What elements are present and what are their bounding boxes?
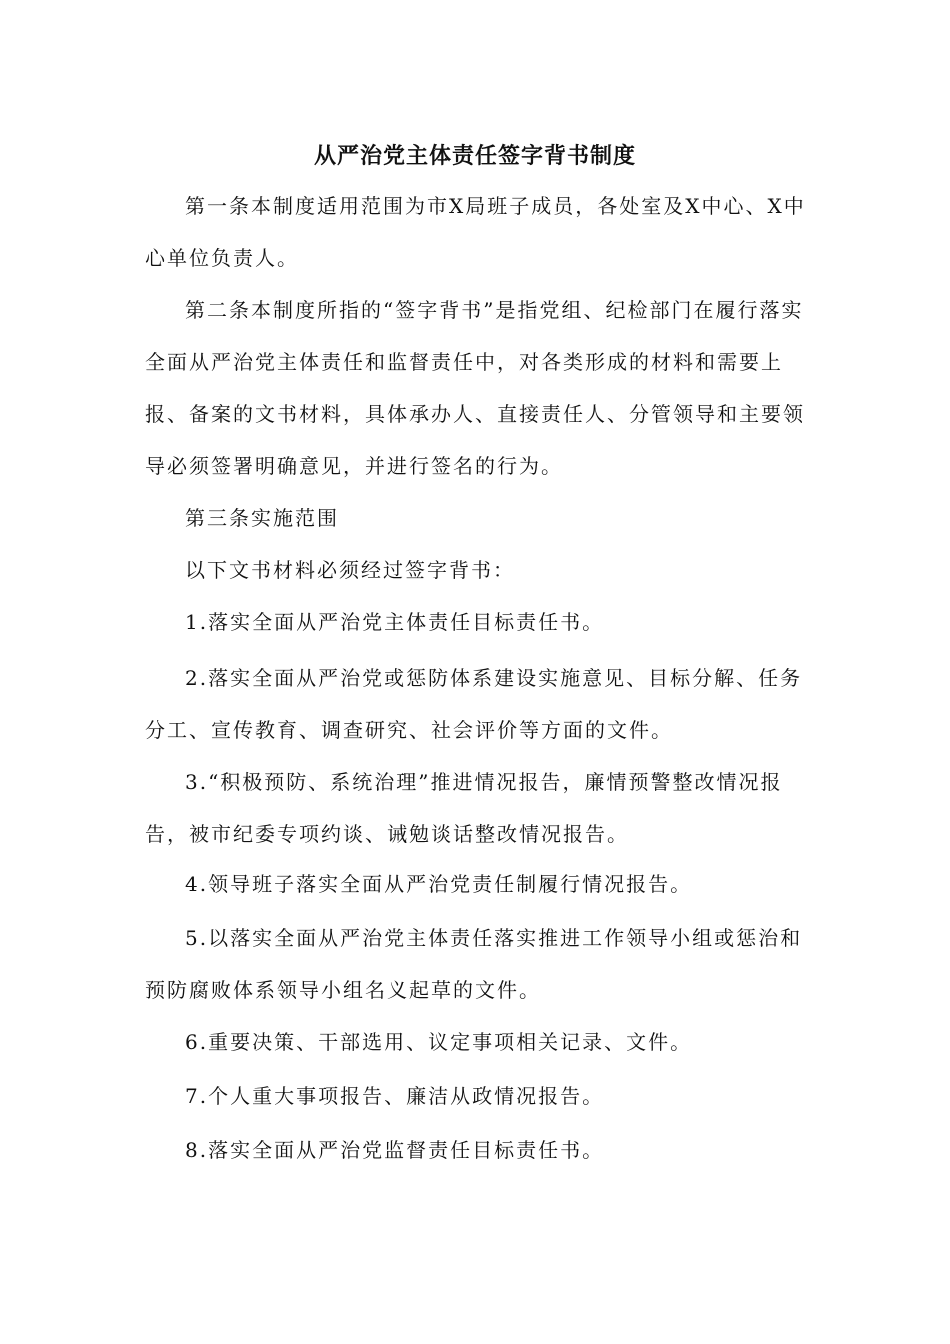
document-body bbox=[145, 180, 810, 284]
list-item-5: 5.以落实全面从严治党主体责任落实推进工作领导小组或惩治和预防腐败体系领导小组名义起草的文件。 bbox=[145, 926, 803, 1002]
paragraph-article-3: 第三条实施范围 bbox=[185, 506, 339, 530]
list-item-6: 6.重要决策、干部选用、议定事项相关记录、文件。 bbox=[185, 1030, 693, 1054]
document-body-12 bbox=[145, 1124, 810, 1176]
document-body-3 bbox=[145, 492, 810, 544]
list-item-4: 4.领导班子落实全面从严治党责任制履行情况报告。 bbox=[185, 872, 693, 896]
list-item-3: 3.“积极预防、系统治理”推进情况报告，廉情预警整改情况报告，被市纪委专项约谈、诫勉谈话整改情况报告。 bbox=[145, 770, 783, 846]
paragraph-article-2: 第二条本制度所指的“签字背书”是指党组、纪检部门在履行落实全面从严治党主体责任和监督责任中，对各类形成的材料和需要上报、备案的文书材料，具体承办人、直接责任人、分管领导和主要领导必须签署明确意见，并进行签名的行为。 bbox=[145, 298, 805, 478]
document-body-4 bbox=[145, 544, 810, 596]
document-body-11 bbox=[145, 1070, 810, 1122]
document-body-7 bbox=[145, 756, 810, 860]
list-item-2: 2.落实全面从严治党或惩防体系建设实施意见、目标分解、任务分工、宣传教育、调查研究、社会评价等方面的文件。 bbox=[145, 666, 803, 742]
document-title: 从严治党主体责任签字背书制度 bbox=[313, 143, 636, 169]
document-body-2 bbox=[145, 284, 810, 492]
list-item-1: 1.落实全面从严治党主体责任目标责任书。 bbox=[185, 610, 605, 634]
paragraph-article-1: 第一条本制度适用范围为市X局班子成员，各处室及X中心、X中心单位负责人。 bbox=[145, 194, 806, 270]
list-item-7: 7.个人重大事项报告、廉洁从政情况报告。 bbox=[185, 1084, 605, 1108]
document-body-10 bbox=[145, 1016, 810, 1068]
document-body-8 bbox=[145, 858, 810, 910]
list-item-8: 8.落实全面从严治党监督责任目标责任书。 bbox=[185, 1138, 605, 1162]
document-body-6 bbox=[145, 652, 810, 756]
document-body-5 bbox=[145, 596, 810, 648]
document-body-9 bbox=[145, 912, 810, 1016]
paragraph-intro-list: 以下文书材料必须经过签字背书： bbox=[185, 558, 515, 582]
